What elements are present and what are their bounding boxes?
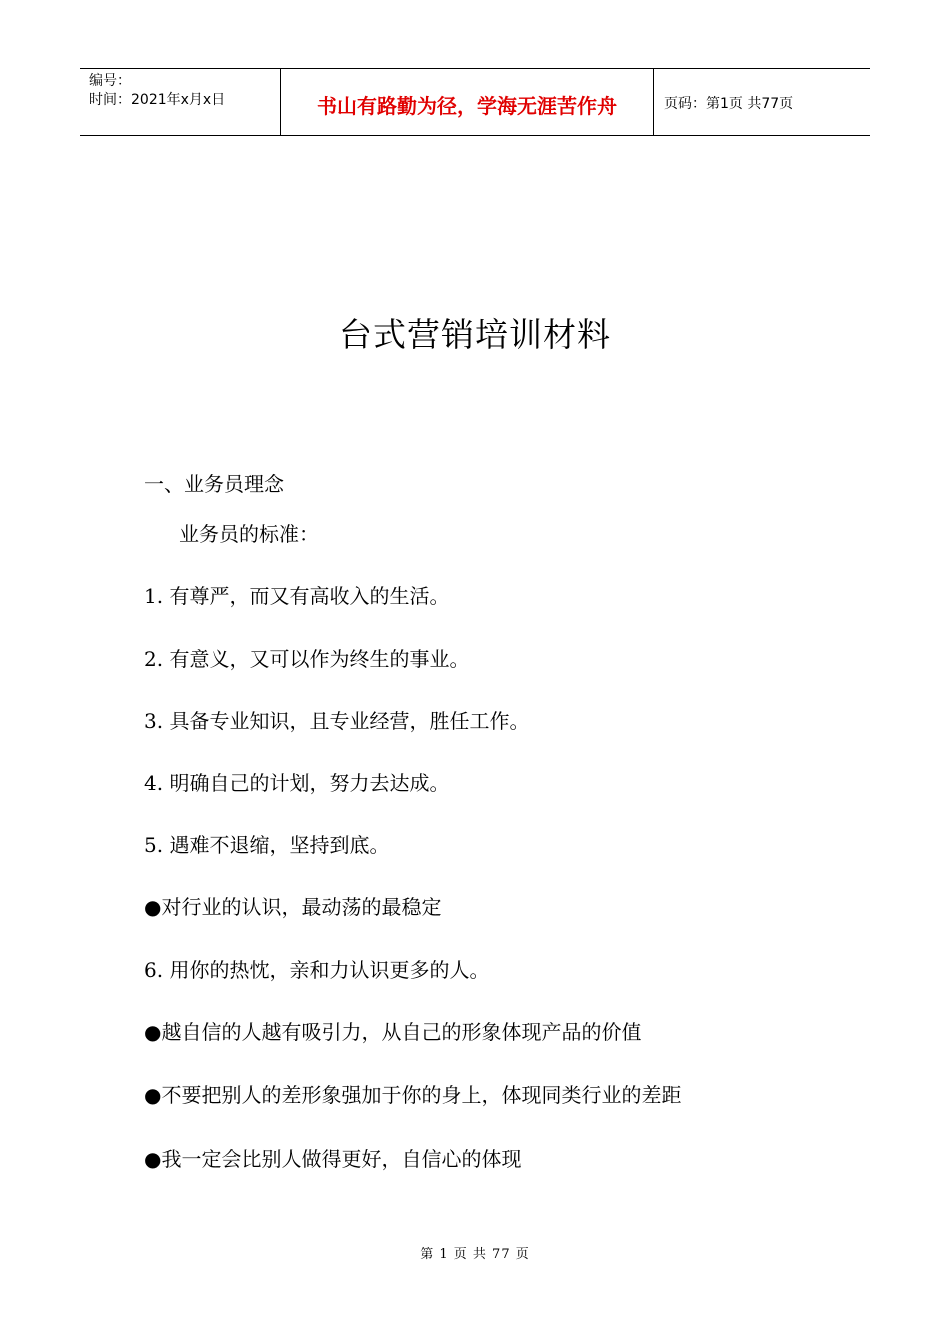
page-header (80, 68, 870, 136)
list-item: 5. 遇难不退缩，坚持到底。 (144, 833, 390, 857)
page-footer: 第 1 页 共 77 页 (420, 1247, 530, 1262)
list-item: 4. 明确自己的计划，努力去达成。 (144, 771, 450, 795)
bullet-item: ●越自信的人越有吸引力，从自己的形象体现产品的价值 (144, 1020, 642, 1044)
header-meta (80, 69, 281, 135)
list-item: 2. 有意义，又可以作为终生的事业。 (144, 647, 470, 671)
header-motto: 书山有路勤为径，学海无涯苦作舟 (281, 69, 654, 135)
list-item: 3. 具备专业知识，且专业经营，胜任工作。 (144, 709, 530, 733)
bullet-item: ●我一定会比别人做得更好，自信心的体现 (144, 1147, 522, 1171)
header-page-info: 页码：第1页 共77页 (664, 96, 794, 112)
list-item: 6. 用你的热忱，亲和力认识更多的人。 (144, 958, 490, 982)
bullet-item: ●不要把别人的差形象强加于你的身上，体现同类行业的差距 (144, 1083, 682, 1107)
section-heading: 一、业务员理念 (144, 472, 284, 496)
document-time-label: 时间：2021年x月x日 (89, 92, 226, 108)
bullet-item: ●对行业的认识，最动荡的最稳定 (144, 895, 442, 919)
document-number-label: 编号： (89, 73, 131, 89)
list-item: 1. 有尊严，而又有高收入的生活。 (144, 584, 450, 608)
document-title: 台式营销培训材料 (339, 315, 611, 354)
subheading: 业务员的标准： (179, 522, 319, 546)
